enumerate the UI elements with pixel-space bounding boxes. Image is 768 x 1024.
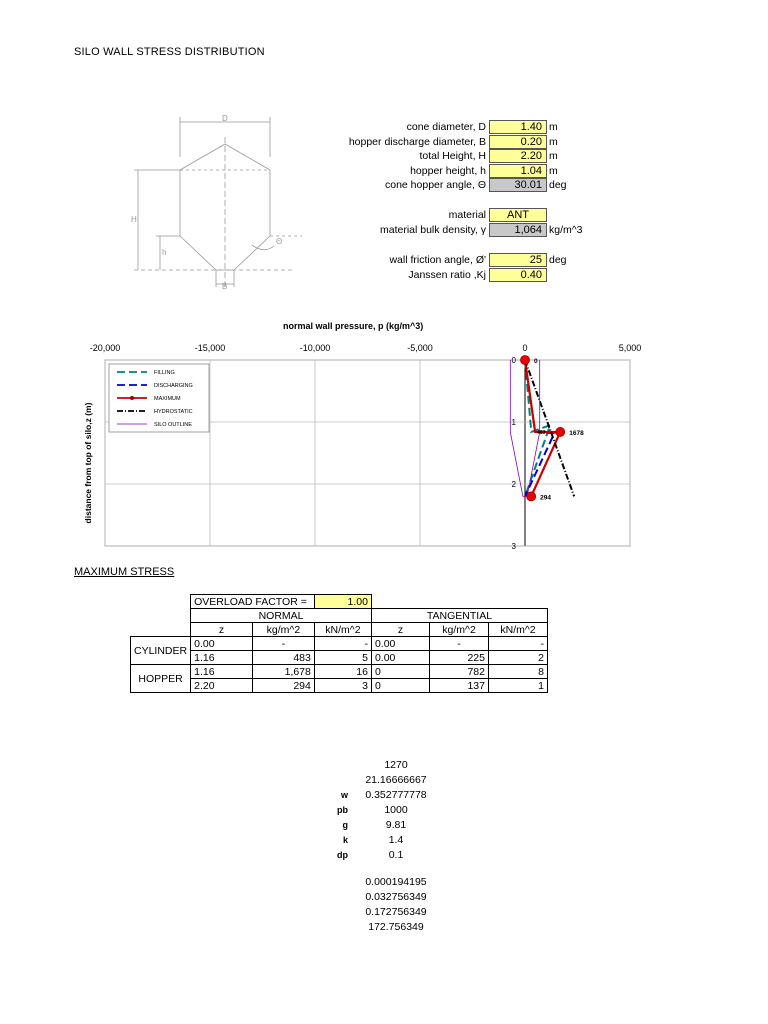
x-tick-label: -15,000 <box>194 343 226 353</box>
param-value-hopper-discharge-diameter-b[interactable]: 0.20 <box>489 135 547 149</box>
param-value-hopper-height-h[interactable]: 1.04 <box>489 164 547 178</box>
table-cell: 782 <box>430 665 489 679</box>
table-cell: - <box>488 637 547 651</box>
sketch-b-label: B <box>222 282 228 291</box>
table-header-cell: z <box>371 623 429 637</box>
x-tick-label: 0 <box>522 343 528 353</box>
calc-value: 1.4 <box>388 834 404 846</box>
table-cell: 294 <box>252 679 314 693</box>
sketch-d-label: D <box>222 114 228 123</box>
y-tick-label: 2 <box>511 480 516 489</box>
legend-marker <box>130 396 134 400</box>
legend-label: HYDROSTATIC <box>154 409 193 415</box>
table-sub-header-row <box>131 623 548 637</box>
table-cell: 5 <box>314 651 371 665</box>
table-cell: 2 <box>488 651 547 665</box>
param-label-janssen-ratio-kj: Janssen ratio ,Kj <box>408 269 486 281</box>
calc-label: dp <box>337 850 348 860</box>
table-cell: 3 <box>314 679 371 693</box>
param-value-janssen-ratio-kj[interactable]: 0.40 <box>489 268 547 282</box>
sketch-theta-label: Θ <box>276 237 283 246</box>
table-cell: 1.16 <box>191 665 253 679</box>
param-value-cone-diameter-d[interactable]: 1.40 <box>489 120 547 134</box>
table-cell: 137 <box>430 679 489 693</box>
calc-label: pb <box>337 805 348 815</box>
table-header-cell: kg/m^2 <box>252 623 314 637</box>
param-unit: m <box>549 136 558 148</box>
group-label-hopper: HOPPER <box>131 665 191 693</box>
table-header-cell: kN/m^2 <box>488 623 547 637</box>
table-cell: 0.00 <box>191 637 253 651</box>
wall-pressure-chart <box>70 338 650 550</box>
table-cell: - <box>430 637 489 651</box>
calc-value: 0.1 <box>388 849 404 861</box>
page-title: SILO WALL STRESS DISTRIBUTION <box>74 46 265 58</box>
data-point-label: 483 <box>537 429 546 436</box>
max-stress-heading: MAXIMUM STRESS <box>74 566 175 578</box>
param-value-material-bulk-density: 1,064 <box>489 223 547 237</box>
table-header-cell: kg/m^2 <box>430 623 489 637</box>
x-tick-label: -10,000 <box>299 343 331 353</box>
calc-label: w <box>340 790 348 800</box>
data-point-marker <box>556 427 565 436</box>
calc-value: 1270 <box>384 759 408 771</box>
data-point-marker <box>521 356 530 365</box>
calc-value: 0.032756349 <box>365 891 427 903</box>
data-point-label: 294 <box>540 494 552 502</box>
table-cell: 8 <box>488 665 547 679</box>
param-label-total-height-h: total Height, H <box>419 150 486 162</box>
legend-label: SILO OUTLINE <box>154 422 192 428</box>
param-unit: deg <box>549 179 567 191</box>
overload-factor-value[interactable]: 1.00 <box>314 595 371 609</box>
table-cell: 16 <box>314 665 371 679</box>
calc-value: 9.81 <box>385 819 407 831</box>
calc-value: 172.756349 <box>368 921 424 933</box>
calc-value: 21.16666667 <box>365 774 427 786</box>
table-cell: 0.00 <box>371 637 429 651</box>
table-row <box>131 637 548 651</box>
param-unit: m <box>549 121 558 133</box>
table-cell: 225 <box>430 651 489 665</box>
y-tick-label: 1 <box>511 418 516 427</box>
sketch-h-lower-label: h <box>162 248 167 257</box>
calc-value: 0.172756349 <box>365 906 427 918</box>
legend-label: FILLING <box>154 370 175 376</box>
data-point-label: 0 <box>534 358 538 365</box>
param-label-material-bulk-density: material bulk density, γ <box>379 224 486 236</box>
param-label-hopper-height-h: hopper height, h <box>410 165 486 177</box>
table-row <box>131 665 548 679</box>
param-value-material[interactable]: ANT <box>489 208 547 222</box>
x-tick-label: -20,000 <box>89 343 121 353</box>
y-tick-label: 3 <box>511 542 516 550</box>
calc-value: 0.000194195 <box>365 876 427 888</box>
calc-label: k <box>342 835 348 845</box>
calc-label: g <box>342 820 348 830</box>
max-stress-table <box>130 594 548 693</box>
table-row <box>131 679 548 693</box>
param-label-hopper-discharge-diameter-b: hopper discharge diameter, B <box>348 136 486 148</box>
table-cell: 0 <box>371 679 429 693</box>
table-cell: - <box>252 637 314 651</box>
legend-label: DISCHARGING <box>154 383 193 389</box>
table-row <box>131 651 548 665</box>
y-axis-label: distance from top of silo,z (m) <box>83 402 93 524</box>
table-cell: - <box>314 637 371 651</box>
sketch-h-upper-label: H <box>131 215 137 224</box>
x-tick-label: -5,000 <box>407 343 433 353</box>
table-cell: 1 <box>488 679 547 693</box>
param-value-cone-hopper-angle: 30.01 <box>489 178 547 192</box>
table-cell: 1,678 <box>252 665 314 679</box>
table-cell: 1.16 <box>191 651 253 665</box>
y-tick-label: 0 <box>511 356 516 365</box>
table-header-cell: kN/m^2 <box>314 623 371 637</box>
x-tick-label: 5,000 <box>618 343 642 353</box>
param-unit: m <box>549 150 558 162</box>
calc-value: 0.352777778 <box>365 789 427 801</box>
overload-factor-label: OVERLOAD FACTOR = <box>191 595 315 609</box>
table-header-cell: z <box>191 623 253 637</box>
data-point-marker <box>527 492 536 501</box>
param-label-material: material <box>448 209 486 221</box>
table-cell: 483 <box>252 651 314 665</box>
legend-label: MAXIMUM <box>154 396 181 402</box>
param-unit: m <box>549 165 558 177</box>
table-cell: 0.00 <box>371 651 429 665</box>
calc-value: 1000 <box>384 804 408 816</box>
param-unit: deg <box>549 254 567 266</box>
table-cell: 0 <box>371 665 429 679</box>
group-label-cylinder: CYLINDER <box>131 637 191 665</box>
param-label-wall-friction-angle: wall friction angle, Ø' <box>389 254 486 266</box>
param-value-total-height-h[interactable]: 2.20 <box>489 149 547 163</box>
table-cell: 2.20 <box>191 679 253 693</box>
data-point-label: 1678 <box>569 429 584 437</box>
chart-title: normal wall pressure, p (kg/m^3) <box>283 321 424 331</box>
normal-header: NORMAL <box>191 609 372 623</box>
param-value-wall-friction-angle[interactable]: 25 <box>489 253 547 267</box>
param-label-cone-diameter-d: cone diameter, D <box>406 121 486 133</box>
param-unit: kg/m^3 <box>549 224 583 236</box>
param-label-cone-hopper-angle: cone hopper angle, Θ <box>385 179 486 191</box>
tangential-header: TANGENTIAL <box>371 609 547 623</box>
